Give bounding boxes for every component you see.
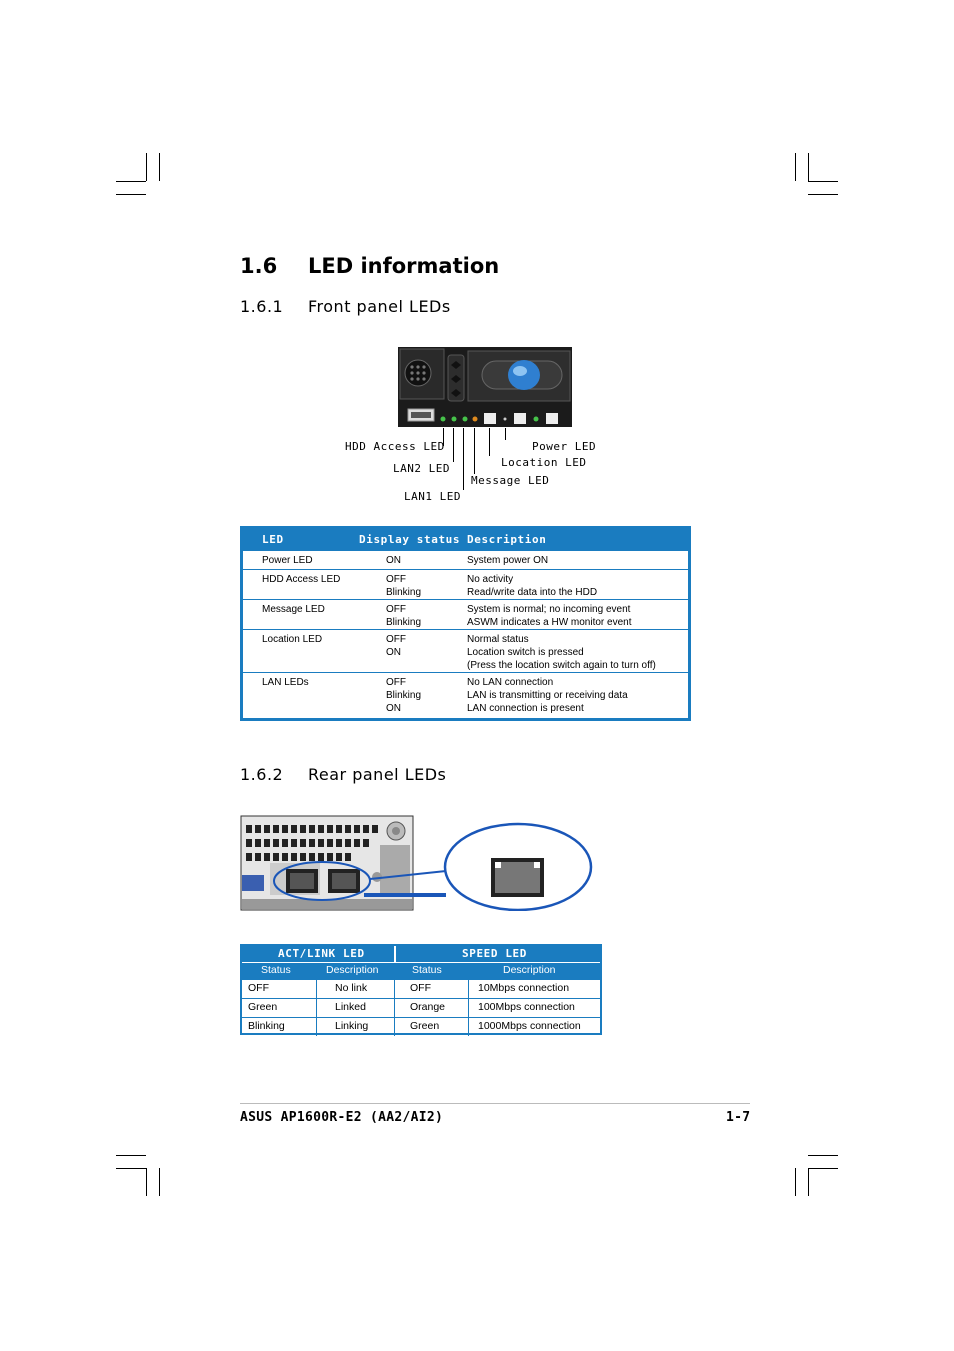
callout-lan2-led: LAN2 LED [393, 462, 450, 475]
footer-page-number: 1-7 [726, 1110, 751, 1125]
act-status: Blinking [248, 1020, 285, 1032]
rear-panel-title: Rear panel LEDs [308, 765, 447, 784]
led-desc: No LAN connection LAN is transmitting or receiving data LAN connection is present [467, 677, 628, 714]
led-display: OFF Blinking [386, 574, 422, 598]
rear-panel-number: 1.6.2 [240, 765, 284, 784]
act-desc: Linked [335, 1001, 366, 1013]
header-status-2: Status [412, 964, 442, 976]
act-status: Green [248, 1001, 278, 1013]
section-title-text: LED information [308, 254, 500, 278]
table-row [242, 998, 600, 1017]
led-display: ON [386, 555, 401, 566]
table-row [243, 551, 688, 570]
header-display-status: Display status [359, 533, 461, 546]
led-display: OFF Blinking ON [386, 677, 422, 714]
led-name: HDD Access LED [262, 574, 341, 585]
rear-table-group-header [242, 946, 600, 962]
table-row [243, 673, 688, 720]
rear-led-table [240, 944, 602, 1035]
leader-location [489, 428, 490, 456]
callout-message-led: Message LED [471, 474, 550, 487]
header-speed-led: SPEED LED [462, 947, 528, 960]
led-display: OFF ON [386, 634, 406, 658]
speed-status: OFF [410, 982, 431, 994]
led-name: Power LED [262, 555, 313, 566]
led-name: Location LED [262, 634, 323, 645]
front-panel-number: 1.6.1 [240, 297, 284, 316]
led-desc: Normal status Location switch is pressed (Press the location switch again to turn off) [467, 634, 656, 671]
led-table [240, 526, 691, 721]
front-panel-title: Front panel LEDs [308, 297, 451, 316]
act-desc: Linking [335, 1020, 369, 1032]
led-name: LAN LEDs [262, 677, 309, 688]
leader-message [474, 428, 475, 474]
led-table-header [243, 526, 688, 551]
speed-desc: 100Mbps connection [478, 1001, 575, 1013]
rear-panel-heading [240, 765, 446, 784]
table-row [243, 570, 688, 600]
section-title [240, 254, 499, 278]
table-row [243, 600, 688, 630]
header-led: LED [262, 533, 284, 546]
leader-lan1 [463, 428, 464, 490]
act-desc: No link [335, 982, 368, 994]
callout-power-led: Power LED [532, 440, 597, 453]
rear-table-sub-header [242, 962, 600, 979]
callout-lan1-led: LAN1 LED [404, 490, 461, 503]
footer-rule [240, 1103, 750, 1104]
header-description-1: Description [326, 964, 379, 976]
act-status: OFF [248, 982, 269, 994]
table-row [242, 979, 600, 998]
led-display: OFF Blinking [386, 604, 422, 628]
led-desc: System is normal; no incoming event ASWM indicates a HW monitor event [467, 604, 632, 628]
table-row [243, 630, 688, 673]
speed-desc: 10Mbps connection [478, 982, 570, 994]
front-panel-heading [240, 297, 451, 316]
header-status-1: Status [261, 964, 291, 976]
speed-status: Green [410, 1020, 440, 1032]
header-act-link-led: ACT/LINK LED [278, 947, 365, 960]
speed-status: Orange [410, 1001, 446, 1013]
callout-location-led: Location LED [501, 456, 587, 469]
speed-desc: 1000Mbps connection [478, 1020, 581, 1032]
callout-hdd-access-led: HDD Access LED [345, 440, 445, 453]
rear-panel-image [240, 815, 594, 911]
section-number: 1.6 [240, 254, 278, 278]
led-name: Message LED [262, 604, 325, 615]
table-row [242, 1017, 600, 1036]
leader-lan2 [453, 428, 454, 462]
header-description-2: Description [503, 964, 556, 976]
front-panel-image [398, 347, 572, 427]
led-desc: System power ON [467, 555, 549, 566]
header-description: Description [467, 533, 547, 546]
footer-product: ASUS AP1600R-E2 (AA2/AI2) [240, 1110, 444, 1125]
led-desc: No activity Read/write data into the HDD [467, 574, 598, 598]
leader-power [505, 428, 506, 440]
